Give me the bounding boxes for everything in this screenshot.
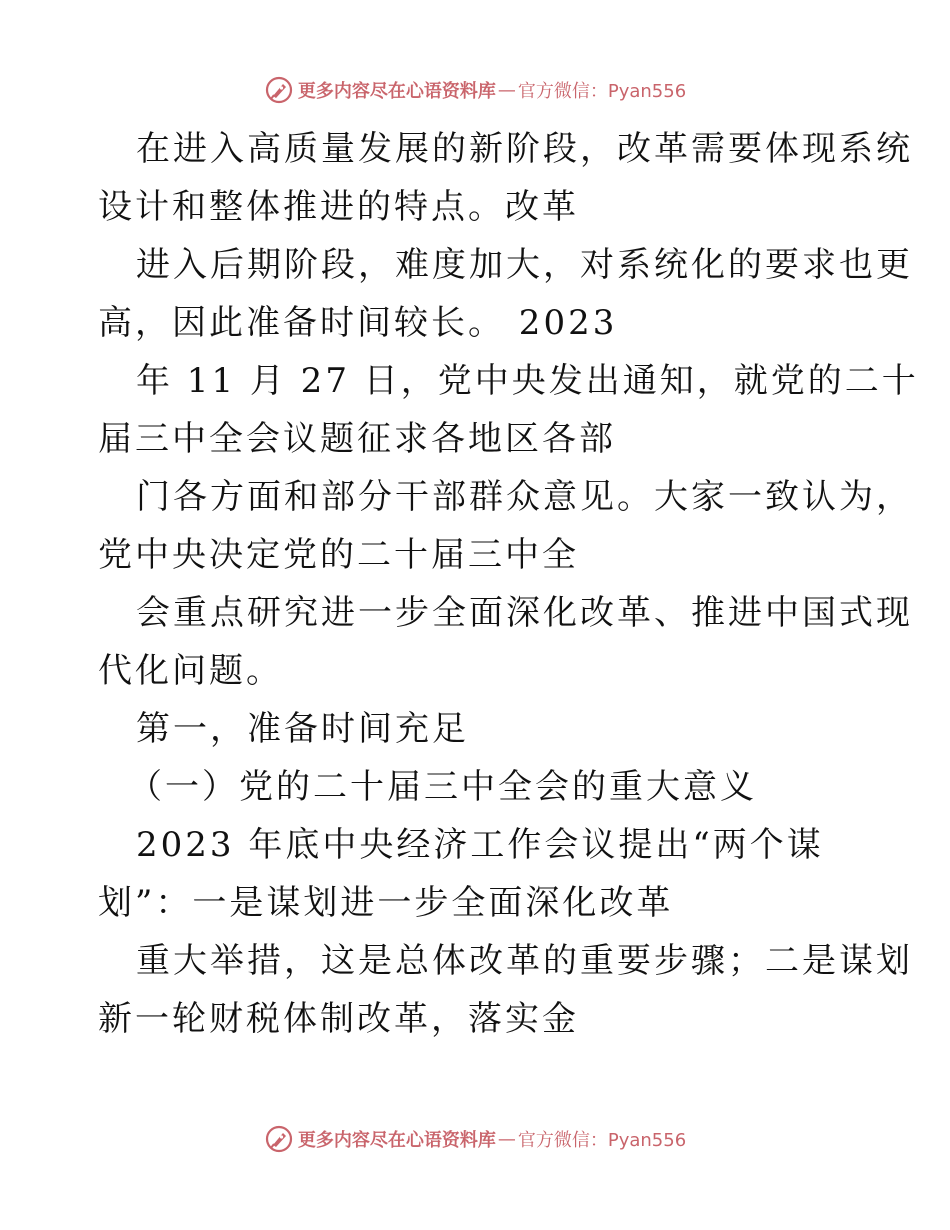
body-line-8: 党中央决定党的二十届三中全	[98, 535, 579, 575]
footer-watermark-banner	[0, 1122, 950, 1156]
pen-nib-logo-icon	[264, 75, 294, 105]
body-line-14: 划”：一是谋划进一步全面深化改革	[98, 883, 674, 923]
banner-brand-text: 更多内容尽在心语资料库	[297, 1130, 496, 1151]
body-line-4: 高，因此准备时间较长。 2023	[98, 303, 618, 343]
body-line-13: 2023 年底中央经济工作会议提出“两个谋	[136, 825, 824, 865]
body-line-6: 届三中全会议题征求各地区各部	[98, 419, 616, 459]
banner-separator: —	[497, 1128, 516, 1150]
subsection-heading: （一）党的二十届三中全会的重大意义	[128, 767, 757, 807]
body-line-10: 代化问题。	[98, 651, 283, 691]
body-line-16: 新一轮财税体制改革，落实金	[98, 999, 579, 1039]
body-line-3: 进入后期阶段，难度加大，对系统化的要求也更	[136, 245, 913, 285]
section-heading: 第一，准备时间充足	[136, 709, 469, 749]
banner-wechat-text: 官方微信：Pyan556	[517, 81, 687, 102]
header-watermark-banner	[0, 73, 950, 107]
body-line-1: 在进入高质量发展的新阶段，改革需要体现系统	[136, 129, 913, 169]
body-line-5: 年 11 月 27 日，党中央发出通知，就党的二十	[136, 361, 919, 401]
banner-brand-text: 更多内容尽在心语资料库	[297, 81, 496, 102]
pen-nib-logo-icon	[264, 1124, 294, 1154]
body-line-7: 门各方面和部分干部群众意见。大家一致认为，	[136, 477, 913, 517]
body-line-15: 重大举措，这是总体改革的重要步骤；二是谋划	[136, 941, 913, 981]
body-line-9: 会重点研究进一步全面深化改革、推进中国式现	[136, 593, 913, 633]
banner-wechat-text: 官方微信：Pyan556	[517, 1130, 687, 1151]
body-line-2: 设计和整体推进的特点。改革	[98, 187, 579, 227]
banner-separator: —	[497, 79, 516, 101]
